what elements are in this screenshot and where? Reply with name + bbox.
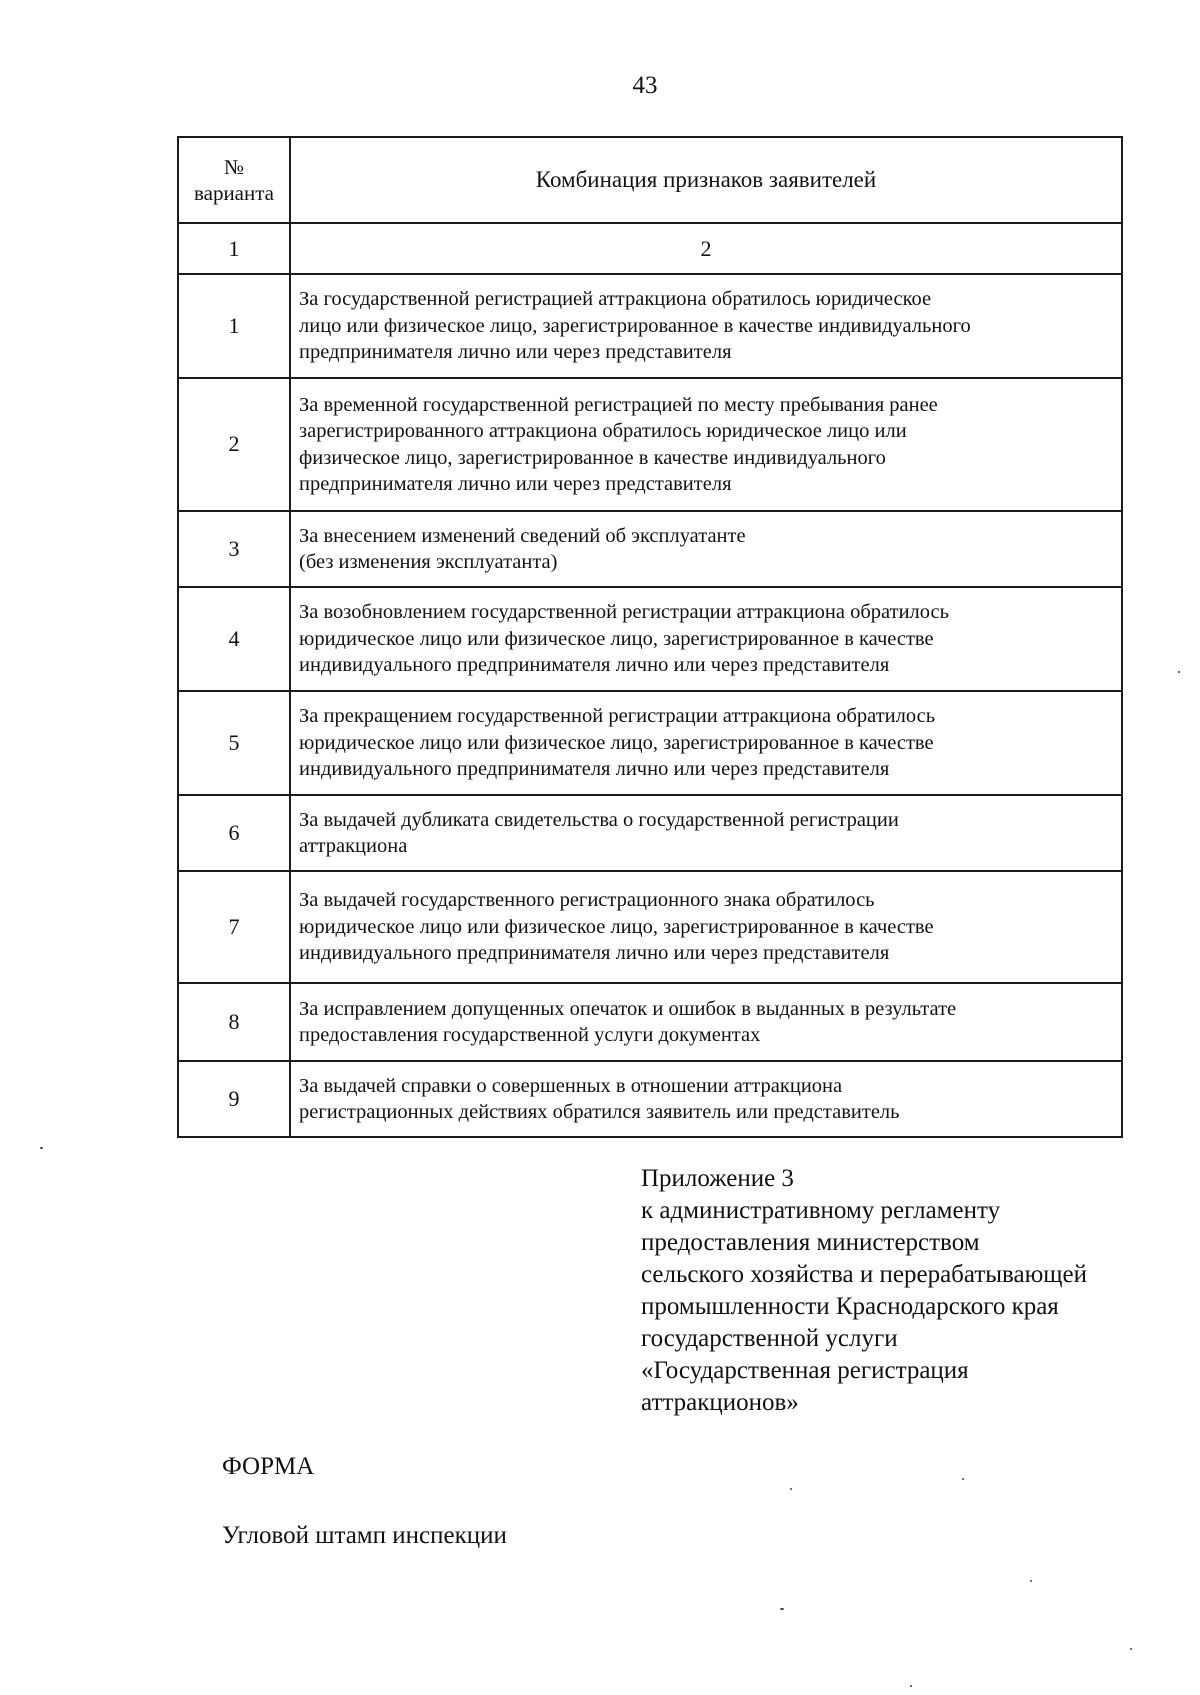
combination-line: За выдачей справки о совершенных в отношении аттракциона (299, 1074, 843, 1097)
combination-line: регистрационных действиях обратился заявитель или представитель (299, 1101, 900, 1123)
appendix-line: предоставления министерством (641, 1229, 980, 1256)
form-label: ФОРМА (222, 1453, 315, 1480)
scan-speck (910, 1685, 912, 1687)
page-number: 43 (632, 72, 658, 99)
variant-number-cell: 1 (178, 274, 290, 378)
variant-number-cell: 9 (178, 1061, 290, 1137)
variants-table (177, 136, 1123, 1138)
combination-line: (без изменения эксплуатанта) (299, 551, 558, 573)
table-row (178, 1061, 1122, 1137)
combination-cell (290, 1061, 1122, 1137)
combination-line: юридическое лицо или физическое лицо, зарегистрированное в качестве (299, 627, 934, 650)
table-header-row (178, 137, 1122, 223)
variant-number-cell: 8 (178, 983, 290, 1061)
combination-cell (290, 871, 1122, 983)
variant-number-cell: 4 (178, 587, 290, 691)
scan-speck (780, 1608, 784, 1610)
header-variant-number (178, 137, 290, 223)
appendix-line: государственной услуги (641, 1325, 898, 1352)
corner-stamp-label: Угловой штамп инспекции (222, 1522, 507, 1549)
scan-speck (1178, 671, 1180, 673)
combination-line: физическое лицо, зарегистрированное в качестве индивидуального (299, 446, 886, 469)
combination-line: предпринимателя лично или через представителя (299, 473, 732, 495)
variant-number-cell: 3 (178, 511, 290, 587)
appendix-line: промышленности Краснодарского края (641, 1293, 1059, 1320)
combination-line: аттракциона (299, 835, 408, 857)
column-index-row (178, 223, 1122, 274)
combination-line: За выдачей государственного регистрационного знака обратилось (299, 889, 875, 912)
combination-cell (290, 691, 1122, 795)
combination-line: индивидуального предпринимателя лично или через представителя (299, 942, 890, 965)
combination-line: юридическое лицо или физическое лицо, зарегистрированное в качестве (299, 915, 934, 938)
combination-line: За государственной регистрацией аттракциона обратилось юридическое (299, 288, 932, 311)
combination-line: предоставления государственной услуги документах (299, 1024, 761, 1046)
header-combination: Комбинация признаков заявителей (290, 137, 1122, 223)
combination-line: индивидуального предпринимателя лично или через представителя (299, 758, 890, 781)
combination-line: За внесением изменений сведений об эксплуатанте (299, 524, 746, 547)
header-number-sign: № (223, 155, 245, 179)
table-row (178, 691, 1122, 795)
variant-number-cell: 7 (178, 871, 290, 983)
variant-number-cell: 6 (178, 795, 290, 871)
combination-line: юридическое лицо или физическое лицо, зарегистрированное в качестве (299, 731, 934, 754)
combination-line: индивидуального предпринимателя лично или через представителя (299, 654, 890, 677)
table-row (178, 795, 1122, 871)
table-row (178, 983, 1122, 1061)
column-index-cell: 1 (178, 223, 290, 274)
variant-number-cell: 2 (178, 378, 290, 511)
combination-line: За исправлением допущенных опечаток и ошибок в выданных в результате (299, 997, 957, 1020)
combination-cell (290, 274, 1122, 378)
combination-cell (290, 795, 1122, 871)
column-index-cell: 2 (290, 223, 1122, 274)
combination-cell (290, 378, 1122, 511)
scan-speck (40, 1147, 43, 1149)
combination-line: лицо или физическое лицо, зарегистрированное в качестве индивидуального (299, 314, 971, 337)
appendix-block (641, 1163, 1181, 1419)
combination-cell (290, 587, 1122, 691)
scan-speck (1030, 1580, 1032, 1582)
scan-speck (1130, 1648, 1132, 1650)
variant-number-cell: 5 (178, 691, 290, 795)
combination-cell (290, 511, 1122, 587)
table-row (178, 378, 1122, 511)
appendix-line: «Государственная регистрация (641, 1357, 969, 1384)
scan-speck (790, 1488, 792, 1490)
header-variant-word: варианта (193, 181, 274, 205)
table-row (178, 587, 1122, 691)
combination-line: За прекращением государственной регистрации аттракциона обратилось (299, 705, 936, 728)
combination-line: зарегистрированного аттракциона обратилось юридическое лицо или (299, 420, 907, 442)
combination-line: За возобновлением государственной регистрации аттракциона обратилось (299, 601, 949, 624)
table-row (178, 871, 1122, 983)
appendix-line: Приложение 3 (641, 1165, 794, 1192)
combination-cell (290, 983, 1122, 1061)
scan-speck (962, 1478, 964, 1480)
appendix-line: аттракционов» (641, 1389, 799, 1416)
combination-line: За временной государственной регистрацией по месту пребывания ранее (299, 393, 938, 416)
table-row (178, 511, 1122, 587)
table-row (178, 274, 1122, 378)
appendix-line: к административному регламенту (641, 1197, 1001, 1224)
appendix-line: сельского хозяйства и перерабатывающей (641, 1261, 1088, 1288)
combination-line: предпринимателя лично или через представителя (299, 341, 732, 364)
combination-line: За выдачей дубликата свидетельства о государственной регистрации (299, 808, 899, 831)
